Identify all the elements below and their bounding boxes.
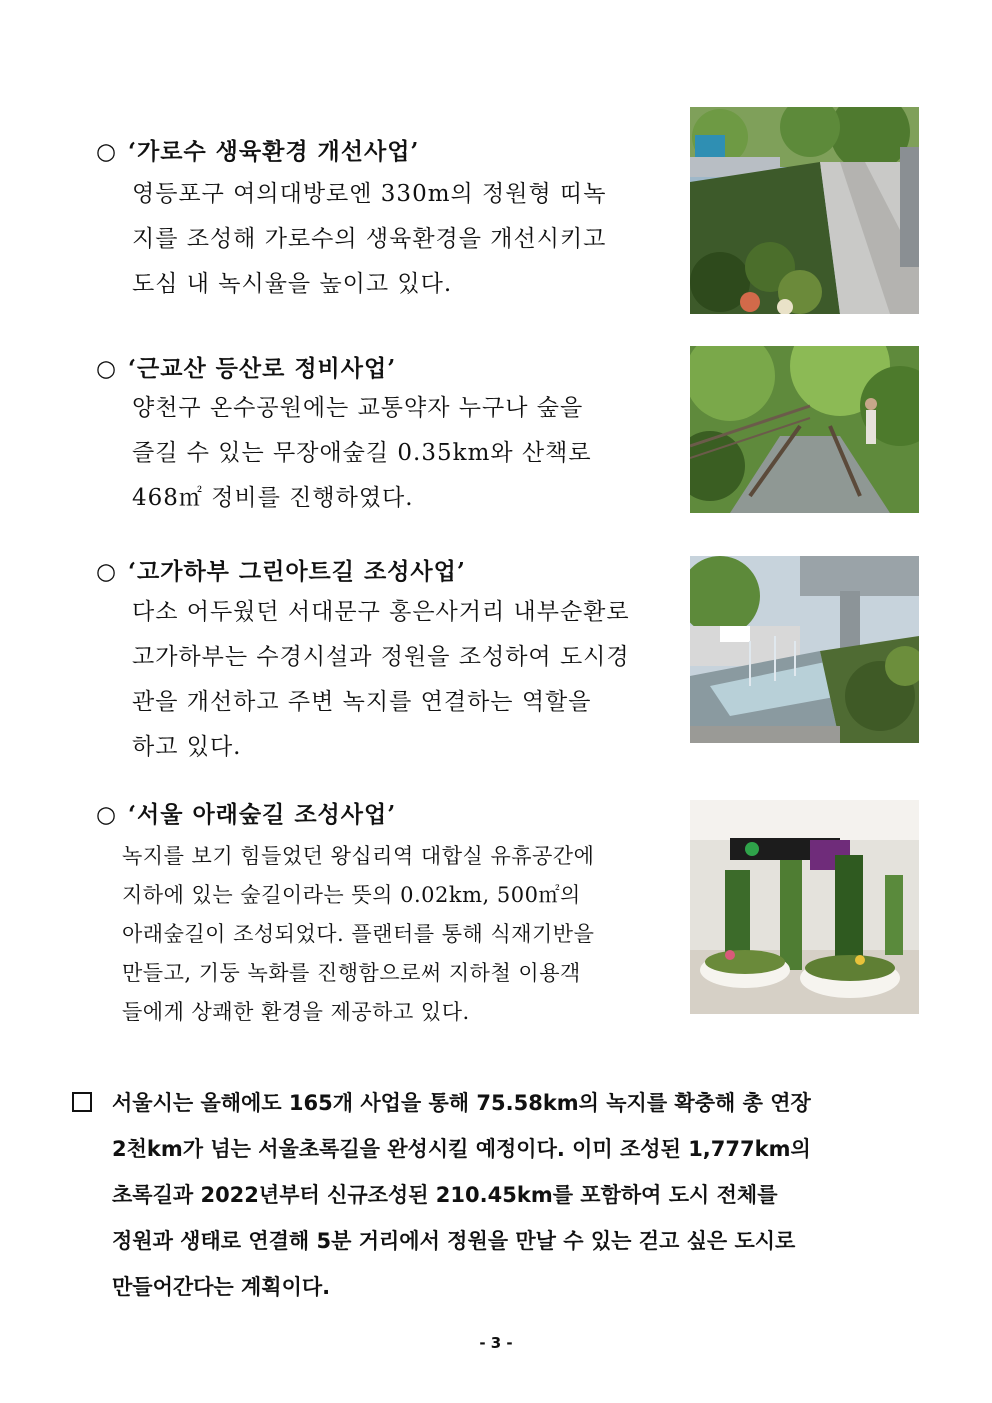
section-overpass-green-art-project: [96, 553, 676, 770]
section-title: ○ ‘서울 아래숲길 조성사업’: [96, 801, 397, 828]
summary-line: 만들어간다는 계획이다.: [112, 1275, 331, 1299]
body-line: 하고 있다.: [132, 734, 242, 760]
body-line: 지하에 있는 숲길이라는 뜻의 0.02km, 500㎡의: [122, 883, 581, 907]
body-line: 다소 어두웠던 서대문구 홍은사거리 내부순환로: [132, 599, 630, 625]
circle-bullet-icon: ○: [96, 559, 118, 585]
section-body: [132, 172, 676, 307]
summary-line: 정원과 생태로 연결해 5분 거리에서 정원을 만날 수 있는 걷고 싶은 도시로: [112, 1229, 796, 1253]
section-trail-project: [96, 350, 676, 521]
square-bullet-icon: [72, 1092, 92, 1112]
section-title: ○ ‘가로수 생육환경 개선사업’: [96, 138, 420, 165]
forest-deck-path-photo: [690, 346, 919, 513]
section-body: [132, 590, 676, 770]
body-line: 녹지를 보기 힘들었던 왕십리역 대합실 유휴공간에: [122, 844, 595, 868]
circle-bullet-icon: ○: [96, 139, 118, 165]
section-title: ○ ‘근교산 등산로 정비사업’: [96, 355, 397, 382]
body-line: 아래숲길이 조성되었다. 플랜터를 통해 식재기반을: [122, 922, 595, 946]
section-title: ○ ‘고가하부 그린아트길 조성사업’: [96, 558, 466, 585]
summary-paragraph: [72, 1080, 922, 1310]
summary-line: 서울시는 올해에도 165개 사업을 통해 75.58km의 녹지를 확충해 총 연장: [112, 1091, 811, 1115]
summary-line: 초록길과 2022년부터 신규조성된 210.45km를 포함하여 도시 전체를: [112, 1183, 778, 1207]
overpass-fountain-garden-photo: [690, 556, 919, 743]
body-line: 즐길 수 있는 무장애숲길 0.35km와 산책로: [132, 440, 592, 466]
summary-text: [112, 1080, 922, 1310]
body-line: 들에게 상쾌한 환경을 제공하고 있다.: [122, 1000, 470, 1024]
body-line: 관을 개선하고 주변 녹지를 연결하는 역할을: [132, 689, 592, 715]
body-line: 고가하부는 수경시설과 정원을 조성하여 도시경: [132, 644, 630, 670]
summary-line: 2천km가 넘는 서울초록길을 완성시킬 예정이다. 이미 조성된 1,777km의: [112, 1137, 811, 1161]
page-number: - 3 -: [479, 1334, 513, 1352]
section-street-tree-project: [96, 133, 676, 307]
body-line: 영등포구 여의대방로엔 330m의 정원형 띠녹: [132, 181, 607, 207]
subway-station-garden-photo: [690, 800, 919, 1014]
roadside-garden-photo: [690, 107, 919, 314]
circle-bullet-icon: ○: [96, 802, 118, 828]
section-body: [122, 837, 676, 1032]
body-line: 도심 내 녹시율을 높이고 있다.: [132, 271, 453, 297]
body-line: 만들고, 기둥 녹화를 진행함으로써 지하철 이용객: [122, 961, 581, 985]
body-line: 양천구 온수공원에는 교통약자 누구나 숲을: [132, 395, 584, 421]
body-line: 468㎡ 정비를 진행하였다.: [132, 485, 414, 511]
circle-bullet-icon: ○: [96, 356, 118, 382]
section-underground-forest-project: [96, 796, 676, 1032]
body-line: 지를 조성해 가로수의 생육환경을 개선시키고: [132, 226, 607, 252]
section-body: [132, 386, 676, 521]
